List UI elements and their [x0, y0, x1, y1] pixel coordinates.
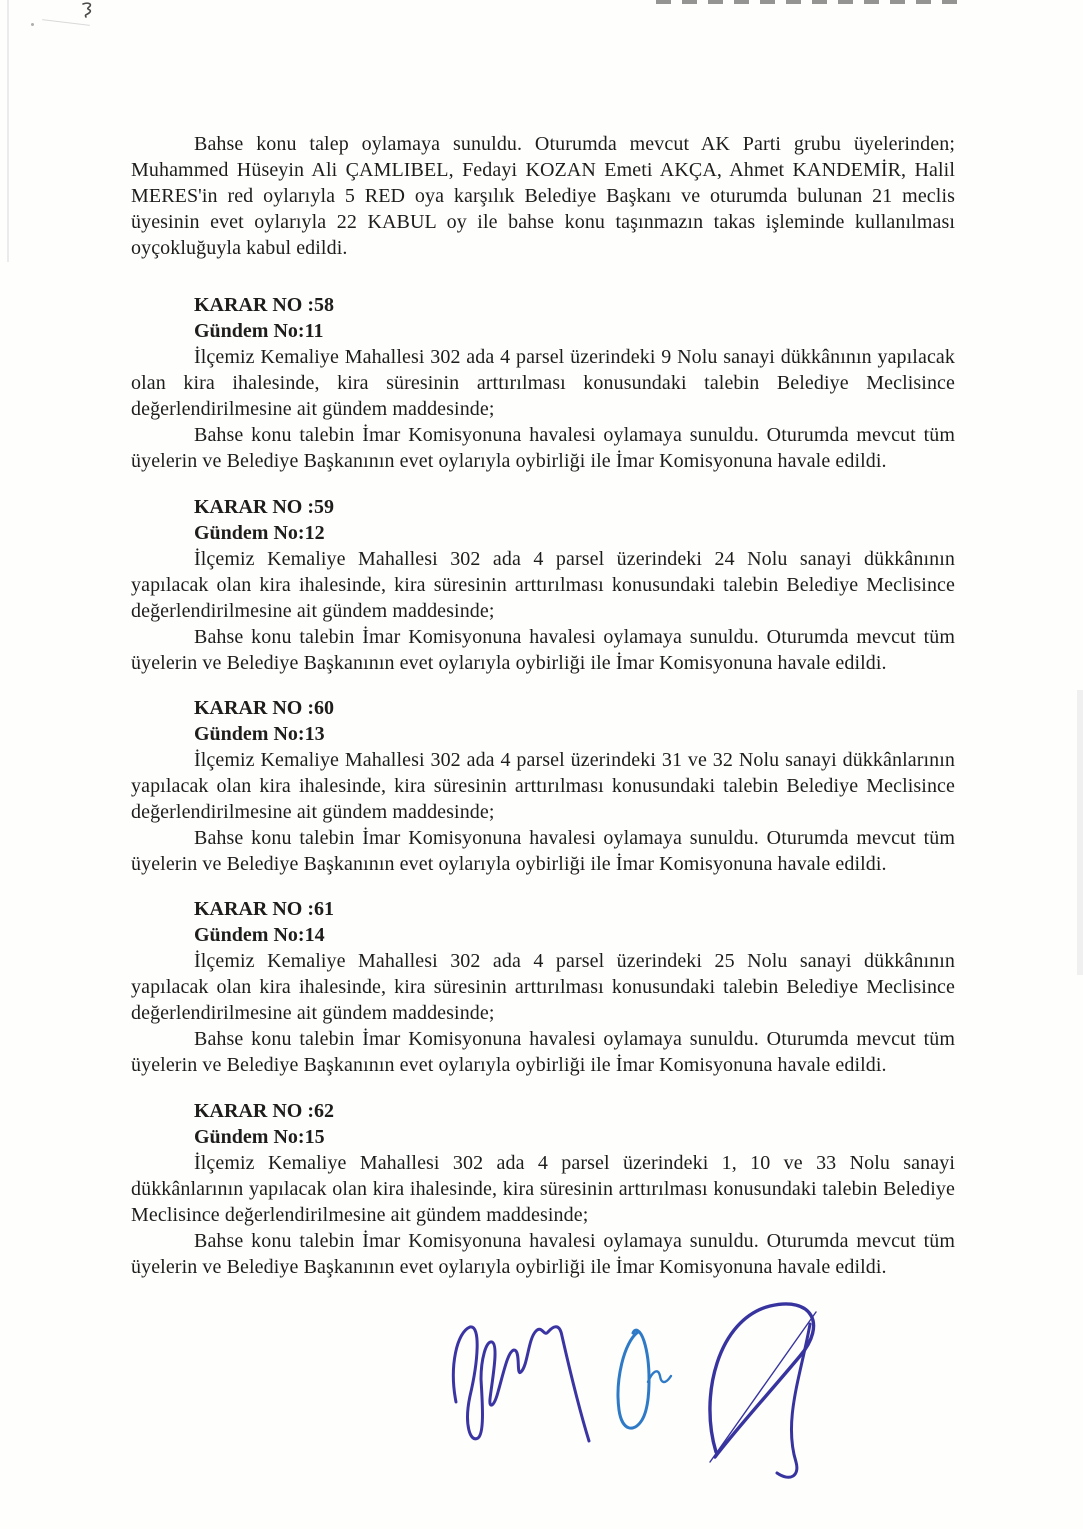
decision-body: İlçemiz Kemaliye Mahallesi 302 ada 4 parsel üzerindeki 31 ve 32 Nolu sanayi dükkânlarının yapılacak olan kira ihalesinde, kira süresinin arttırılması konusundaki talebin Belediye Meclisince değerlendirilmesine ait gündem maddesinde; [131, 749, 955, 823]
decision-resolution: Bahse konu talebin İmar Komisyonuna havalesi oylamaya sunuldu. Oturumda mevcut tüm üyelerin ve Belediye Başkanının evet oylarıyla oybirliği ile İmar Komisyonuna havale edildi. [131, 424, 955, 472]
decision-body: İlçemiz Kemaliye Mahallesi 302 ada 4 parsel üzerindeki 24 Nolu sanayi dükkânının yapılacak olan kira ihalesinde, kira süresinin arttırılması konusundaki talebin Belediye Meclisince değerlendirilmesine ait gündem maddesinde; [131, 548, 955, 622]
signature-left-ink [453, 1327, 589, 1441]
scan-artifact-scratch [42, 19, 90, 26]
scan-artifact-left-edge [7, 0, 9, 262]
signature-left-loop [618, 1330, 649, 1428]
decision-resolution: Bahse konu talebin İmar Komisyonuna havalesi oylamaya sunuldu. Oturumda mevcut tüm üyelerin ve Belediye Başkanının evet oylarıyla oybirliği ile İmar Komisyonuna havale edildi. [131, 1028, 955, 1076]
decision-body: İlçemiz Kemaliye Mahallesi 302 ada 4 parsel üzerindeki 1, 10 ve 33 Nolu sanayi dükkânlarının yapılacak olan kira ihalesinde, kira süresinin arttırılması konusundaki talebin Belediye Meclisince değerlendirilmesine ait gündem maddesinde; [131, 1152, 955, 1226]
scan-artifact-dashed-line [656, 0, 966, 4]
gundem-no-heading: Gündem No:14 [194, 924, 325, 946]
decision-section-61 [131, 896, 955, 1078]
scan-artifact-pen-mark [80, 2, 96, 20]
decision-body: İlçemiz Kemaliye Mahallesi 302 ada 4 parsel üzerindeki 9 Nolu sanayi dükkânının yapılacak olan kira ihalesinde, kira süresinin arttırılması konusundaki talebin Belediye Meclisince değerlendirilmesine ait gündem maddesinde; [131, 346, 955, 420]
karar-no-heading: KARAR NO :58 [194, 294, 334, 316]
karar-no-heading: KARAR NO :60 [194, 697, 334, 719]
signature-right-descender [777, 1324, 810, 1477]
scan-artifact-dot [31, 23, 34, 26]
gundem-no-heading: Gündem No:15 [194, 1126, 325, 1148]
gundem-no-heading: Gündem No:12 [194, 522, 325, 544]
gundem-no-heading: Gündem No:11 [194, 320, 324, 342]
karar-no-heading: KARAR NO :62 [194, 1100, 334, 1122]
karar-no-heading: KARAR NO :59 [194, 496, 334, 518]
decision-body: İlçemiz Kemaliye Mahallesi 302 ada 4 parsel üzerindeki 25 Nolu sanayi dükkânının yapılacak olan kira ihalesinde, kira süresinin arttırılması konusundaki talebin Belediye Meclisince değerlendirilmesine ait gündem maddesinde; [131, 950, 955, 1024]
decision-resolution: Bahse konu talebin İmar Komisyonuna havalesi oylamaya sunuldu. Oturumda mevcut tüm üyelerin ve Belediye Başkanının evet oylarıyla oybirliği ile İmar Komisyonuna havale edildi. [131, 626, 955, 674]
decision-section-60 [131, 695, 955, 877]
decision-section-59 [131, 494, 955, 676]
decision-resolution: Bahse konu talebin İmar Komisyonuna havalesi oylamaya sunuldu. Oturumda mevcut tüm üyelerin ve Belediye Başkanının evet oylarıyla oybirliği ile İmar Komisyonuna havale edildi. [131, 827, 955, 875]
intro-paragraph: Bahse konu talep oylamaya sunuldu. Oturumda mevcut AK Parti grubu üyelerinden; Muhammed Hüseyin Ali ÇAMLIBEL, Fedayi KOZAN Emeti AKÇA, Ahmet KANDEMİR, Halil MERES'in red oylarıyla 5 RED oya karşılık Belediye Başkanı ve oturumda bulunan 21 meclis üyesinin evet oylarıyla 22 KABUL oy ile bahse konu taşınmazın takas işleminde kullanılması oyçokluğuyla kabul edildi. [131, 133, 955, 259]
signature-left-hook [648, 1371, 671, 1382]
gundem-no-heading: Gündem No:13 [194, 723, 325, 745]
signatures-area [420, 1280, 900, 1529]
decision-section-58 [131, 292, 955, 474]
karar-no-heading: KARAR NO :61 [194, 898, 334, 920]
decision-resolution: Bahse konu talebin İmar Komisyonuna havalesi oylamaya sunuldu. Oturumda mevcut tüm üyelerin ve Belediye Başkanının evet oylarıyla oybirliği ile İmar Komisyonuna havale edildi. [131, 1230, 955, 1278]
decision-section-62 [131, 1098, 955, 1280]
scan-artifact-right-edge [1077, 690, 1083, 975]
signature-right-diagonal [710, 1312, 816, 1462]
